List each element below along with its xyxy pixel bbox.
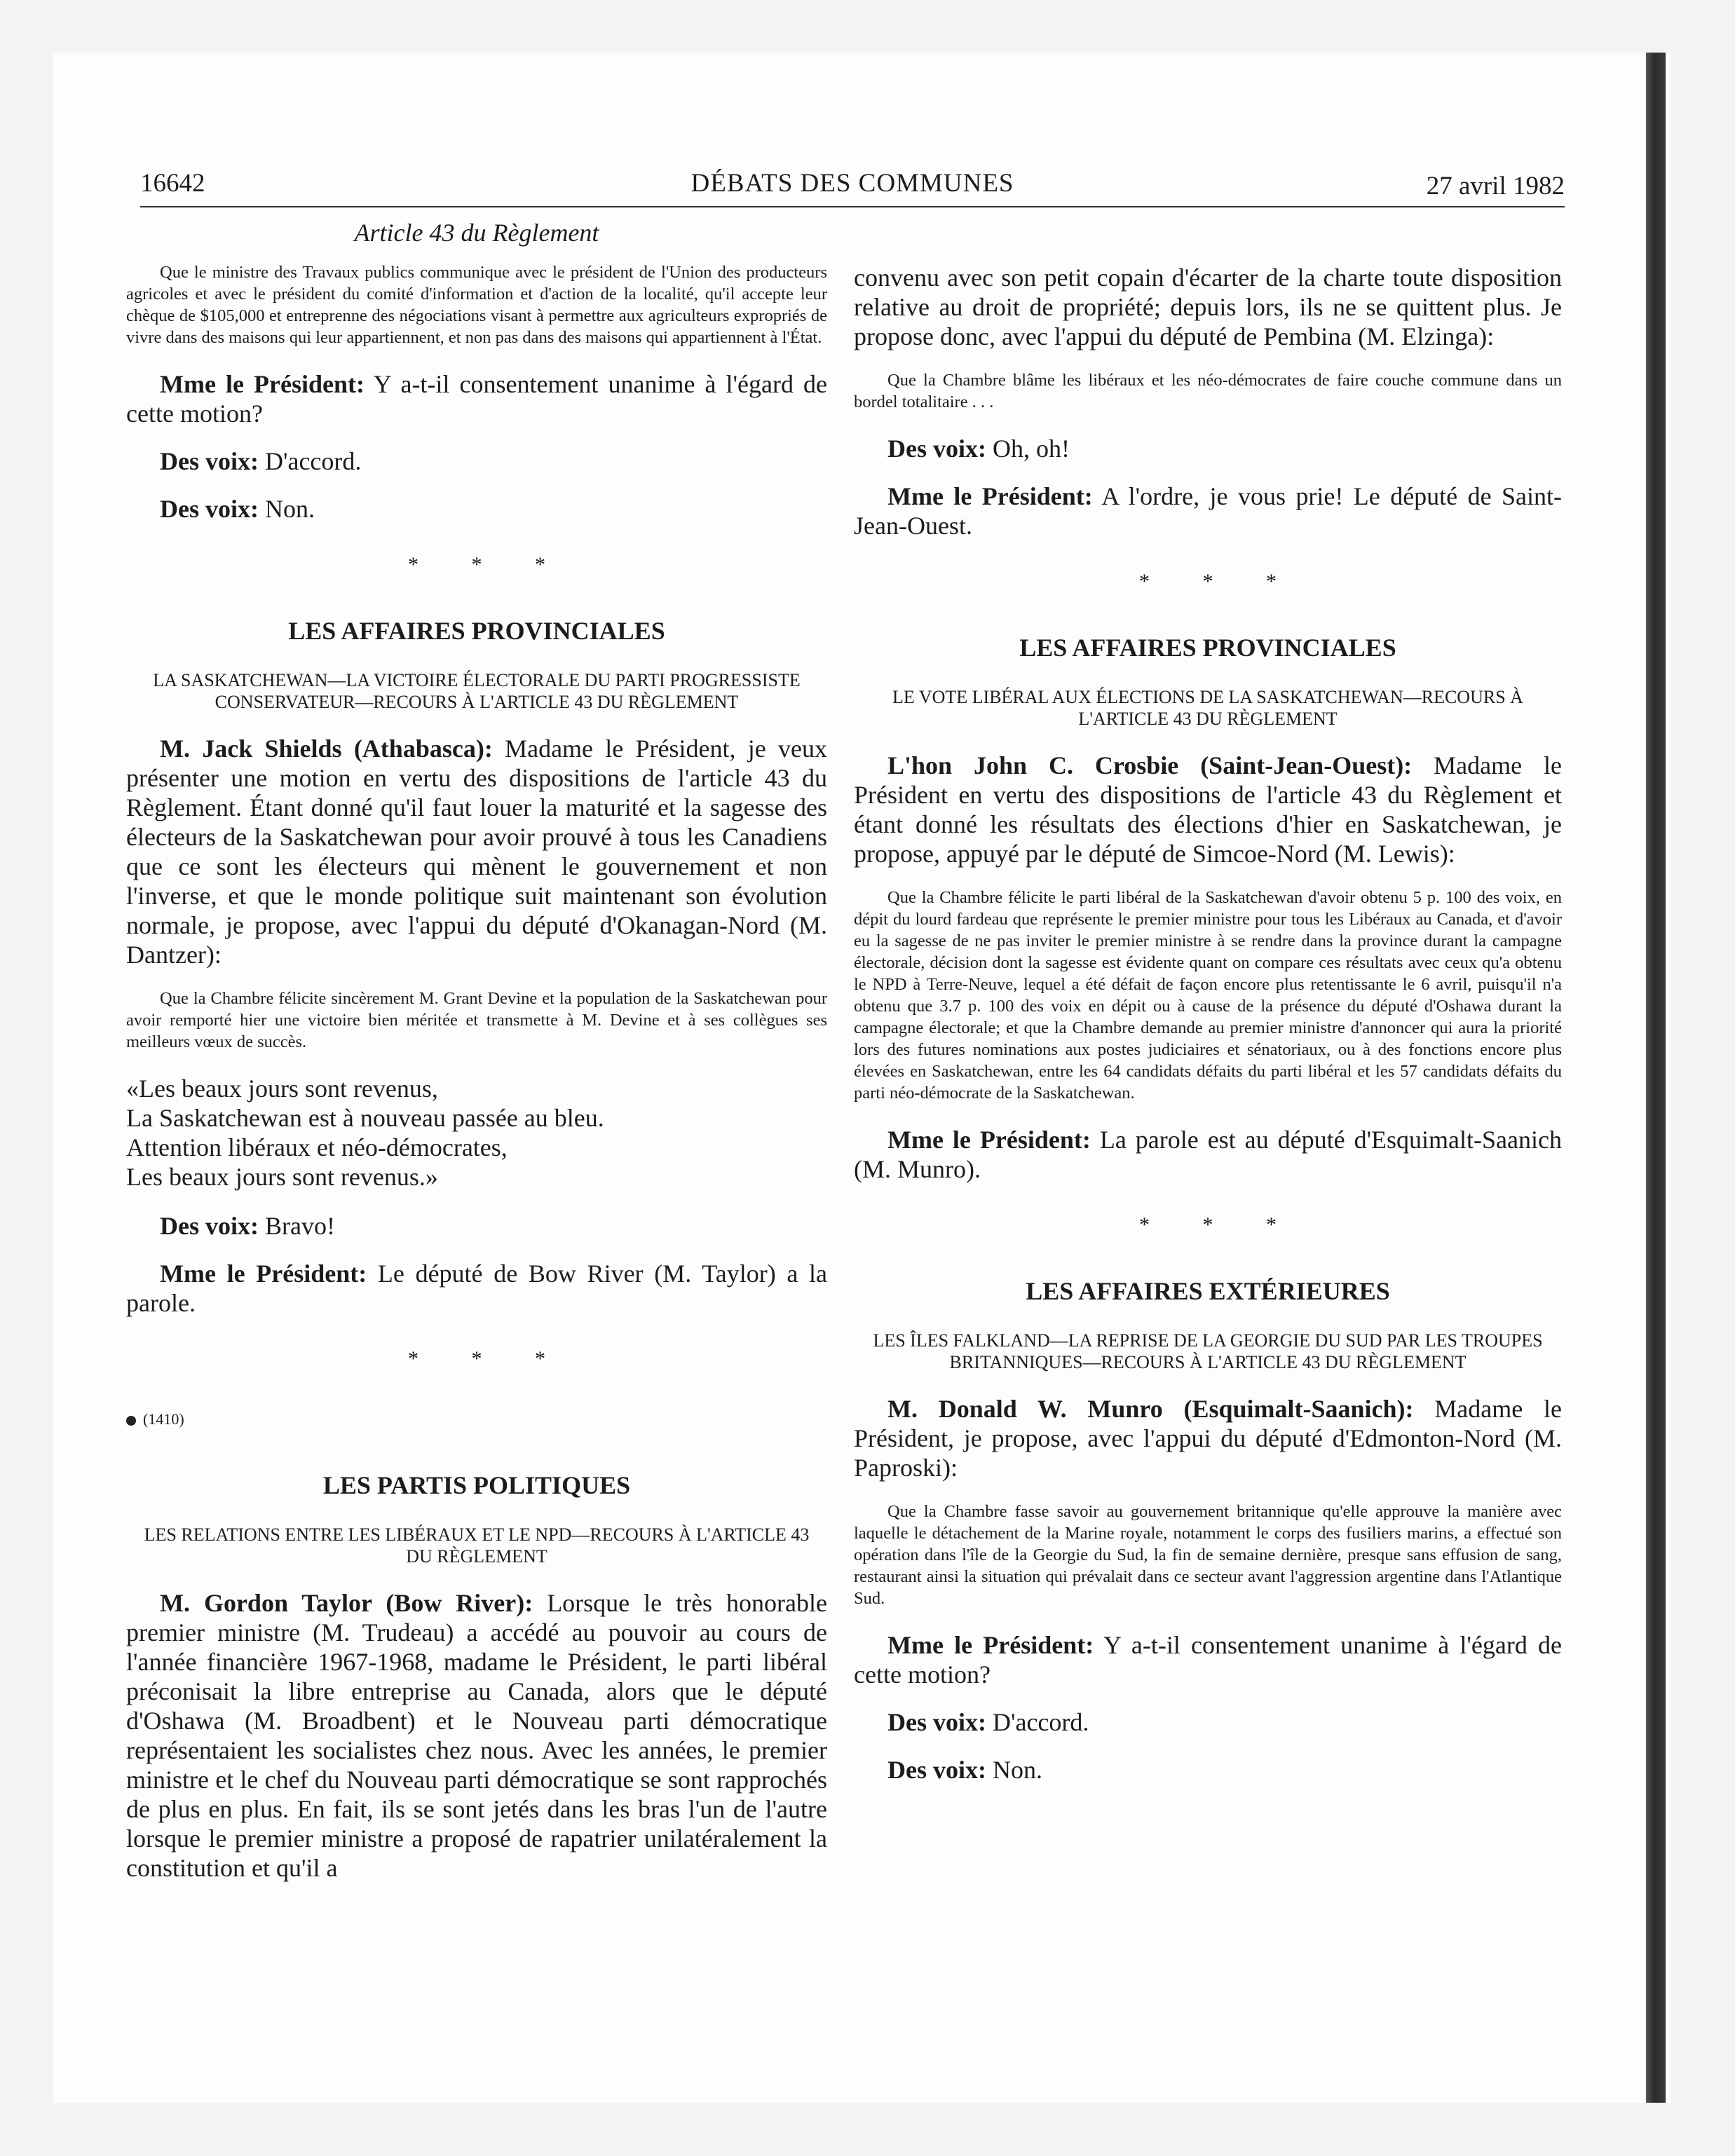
motion-text: Que la Chambre félicite le parti libéral de la Saskatchewan d'avoir obtenu 5 p. 100 des voix, en dépit du lourd fardeau que représente le premier ministre pour tous les Libéraux au Canada, et d'avoir eu la sagesse de ne pas inviter le premier ministre à se rendre dans la province durant la campagne électorale, décision dont la sagesse est évidente quant on compare ces résultats avec ceux qu'a obtenu le NPD à Terre-Neuve, lequel a été défait de façon encore plus retentissante le 6 avril, puisqu'il n'a obtenu que 3.7 p. 100 des voix en dépit ou à cause de la présence du député d'Oshawa durant la campagne électorale; et que la Chambre demande au premier ministre d'annoncer qui aura la priorité lors des futures nominations aux postes judiciaires et sénatoriaux, ou à des fonctions encore plus élevées en Saskatchewan, entre les 64 candidats défaits du parti libéral et les 57 candidats défaits du parti néo-démocrate de la Saskatchewan. [854, 888, 1562, 1103]
page-number: 16642 [140, 169, 205, 198]
speech-paragraph [126, 734, 827, 969]
speech-text: Y a-t-il consentement unanime à l'égard de cette motion? [126, 370, 827, 428]
speech-paragraph [854, 1755, 1562, 1785]
section-heading: LES PARTIS POLITIQUES [322, 1471, 631, 1499]
section-subheading: LA SASKATCHEWAN—LA VICTOIRE ÉLECTORALE DU PARTI PROGRESSISTE CONSERVATEUR—RECOURS À L'ARTICLE 43 DU RÈGLEMENT [153, 670, 801, 712]
speech-paragraph [854, 1630, 1562, 1689]
speech-paragraph [854, 482, 1562, 540]
speech-paragraph [854, 434, 1562, 463]
speech-paragraph [854, 1707, 1562, 1737]
speech-text: D'accord. [258, 447, 362, 475]
journal-title: DÉBATS DES COMMUNES [690, 169, 1014, 198]
speech-text: Bravo! [258, 1212, 335, 1240]
section-subheading: LES ÎLES FALKLAND—LA REPRISE DE LA GEORGIE DU SUD PAR LES TROUPES BRITANNIQUES—RECOURS À L'ARTICLE 43 DU RÈGLEMENT [873, 1330, 1543, 1372]
speech-paragraph [126, 369, 827, 428]
page-date: 27 avril 1982 [1426, 172, 1565, 200]
speech-paragraph [126, 1211, 827, 1241]
speech-text: Le député de Bow River (M. Taylor) a la parole. [126, 1260, 827, 1317]
speech-text: Madame le Président, je propose, avec l'appui du député d'Edmonton-Nord (M. Paproski): [854, 1395, 1562, 1482]
speech-paragraph [854, 1394, 1562, 1482]
speaker-name: M. Jack Shields (Athabasca): [160, 735, 493, 763]
section-separator: * * * [408, 1347, 569, 1370]
poem-line: La Saskatchewan est à nouveau passée au bleu. [126, 1104, 604, 1132]
section-heading: LES AFFAIRES PROVINCIALES [288, 617, 665, 645]
speaker-name: Des voix: [887, 435, 986, 463]
speaker-name: Mme le Président: [160, 370, 365, 398]
poem-line: «Les beaux jours sont revenus, [126, 1074, 438, 1103]
motion-text: Que la Chambre félicite sincèrement M. Grant Devine et la population de la Saskatchewan pour avoir remporté hier une victoire bien méritée et transmette à M. Devine et à ses collègues ses meilleurs vœux de succès. [126, 989, 827, 1051]
page-header [140, 168, 1565, 207]
time-marker-text: (1410) [143, 1410, 184, 1428]
speech-text: Madame le Président, je veux présenter une motion en vertu des dispositions de l'article 43 du Règlement. Étant donné qu'il faut louer la maturité et la sagesse des électeurs de la Saskatchewan pour avoir prouvé à tous les Canadiens que ce sont les électeurs qui mènent le gouvernement et non l'inverse, et que le monde politique suit maintenant son évolution normale, je propose, avec l'appui du député d'Okanagan-Nord (M. Dantzer): [126, 735, 827, 969]
section-heading: LES AFFAIRES EXTÉRIEURES [1026, 1277, 1390, 1305]
right-column [854, 263, 1562, 1803]
speaker-name: M. Donald W. Munro (Esquimalt-Saanich): [887, 1395, 1414, 1423]
poem-quote [126, 1074, 827, 1192]
time-marker [126, 1410, 827, 1428]
speech-paragraph [126, 494, 827, 524]
speech-paragraph [854, 1125, 1562, 1184]
speech-text: La parole est au député d'Esquimalt-Saanich (M. Munro). [854, 1126, 1562, 1183]
speech-text: Non. [258, 495, 315, 523]
section-separator: * * * [408, 553, 569, 576]
speaker-name: Mme le Président: [887, 1631, 1094, 1659]
poem-line: Attention libéraux et néo-démocrates, [126, 1133, 508, 1161]
section-subheading: LE VOTE LIBÉRAL AUX ÉLECTIONS DE LA SASKATCHEWAN—RECOURS À L'ARTICLE 43 DU RÈGLEMENT [892, 687, 1523, 729]
speaker-name: Mme le Président: [160, 1260, 367, 1288]
speaker-name: Mme le Président: [887, 1126, 1091, 1154]
section-subheading: LES RELATIONS ENTRE LES LIBÉRAUX ET LE NPD—RECOURS À L'ARTICLE 43 DU RÈGLEMENT [144, 1524, 810, 1567]
speaker-name: Des voix: [160, 495, 259, 523]
speech-text: Y a-t-il consentement unanime à l'égard de cette motion? [854, 1631, 1562, 1688]
motion-text: Que le ministre des Travaux publics communique avec le président de l'Union des producteurs agricoles et avec le président du comité d'information et d'action de la localité, qu'il accepte leur chèque de $105,000 et entreprenne des négociations visant à permettre aux agriculteurs expropriés de vivre dans des maisons qui leur appartiennent, et non pas dans des maisons qui appartiennent à l'État. [126, 263, 827, 347]
speaker-name: Des voix: [887, 1756, 986, 1784]
section-separator: * * * [1139, 1213, 1300, 1236]
motion-text: Que la Chambre fasse savoir au gouvernement britannique qu'elle approuve la manière avec laquelle le détachement de la Marine royale, notamment le corps des fusiliers marins, a effectué son opération dans l'île de la Georgie du Sud, la fin de semaine dernière, presque sans effusion de sang, restaurant ainsi la situation qui prévalait dans ce secteur avant l'aggression argentine dans l'Atlantique Sud. [854, 1502, 1562, 1608]
poem-line: Les beaux jours sont revenus.» [126, 1163, 438, 1191]
speaker-name: Des voix: [160, 1212, 259, 1240]
speech-text: D'accord. [986, 1708, 1089, 1736]
speaker-name: Des voix: [160, 447, 259, 475]
speech-text: Lorsque le très honorable premier ministre (M. Trudeau) a accédé au pouvoir au cours de l'année financière 1967-1968, madame le Président, le parti libéral préconisait la libre entreprise au Canada, alors que le député d'Oshawa (M. Broadbent) et le Nouveau parti démocratique représentaient les socialistes chez nous. Avec les années, le premier ministre et le chef du Nouveau parti démocratique se sont rapprochés de plus en plus. En fait, ils se sont jetés dans les bras l'un de l'autre lorsque le premier ministre a proposé de rapatrier unilatéralement la constitution et qu'il a [126, 1589, 827, 1882]
speech-paragraph [854, 751, 1562, 868]
left-column [126, 214, 827, 1901]
speaker-name: Des voix: [887, 1708, 986, 1736]
speech-paragraph: convenu avec son petit copain d'écarter de la charte toute disposition relative au droit de propriété; depuis lors, ils ne se quittent plus. Je propose donc, avec l'appui du député de Pembina (M. Elzinga): [854, 264, 1562, 350]
speech-paragraph [126, 446, 827, 476]
section-title: Article 43 du Règlement [354, 219, 599, 247]
header-rule [140, 206, 1565, 207]
scan-edge-shadow [1646, 53, 1666, 2103]
speaker-name: M. Gordon Taylor (Bow River): [160, 1589, 533, 1617]
section-heading: LES AFFAIRES PROVINCIALES [1019, 634, 1396, 662]
speech-text: Oh, oh! [986, 435, 1070, 463]
bullet-dot-icon [126, 1416, 136, 1426]
speech-text: Madame le Président en vertu des dispositions de l'article 43 du Règlement et étant donné les résultats des élections d'hier en Saskatchewan, je propose, appuyé par le député de Simcoe-Nord (M. Lewis): [854, 751, 1562, 868]
motion-text: Que la Chambre blâme les libéraux et les néo-démocrates de faire couche commune dans un bordel totalitaire . . . [854, 371, 1562, 411]
speech-paragraph [126, 1259, 827, 1318]
speaker-name: Mme le Président: [887, 482, 1093, 510]
speech-paragraph [126, 1588, 827, 1883]
speech-text: A l'ordre, je vous prie! Le député de Saint-Jean-Ouest. [854, 482, 1562, 540]
speaker-name: L'hon John C. Crosbie (Saint-Jean-Ouest): [887, 751, 1413, 779]
section-separator: * * * [1139, 570, 1300, 593]
speech-text: Non. [986, 1756, 1042, 1784]
